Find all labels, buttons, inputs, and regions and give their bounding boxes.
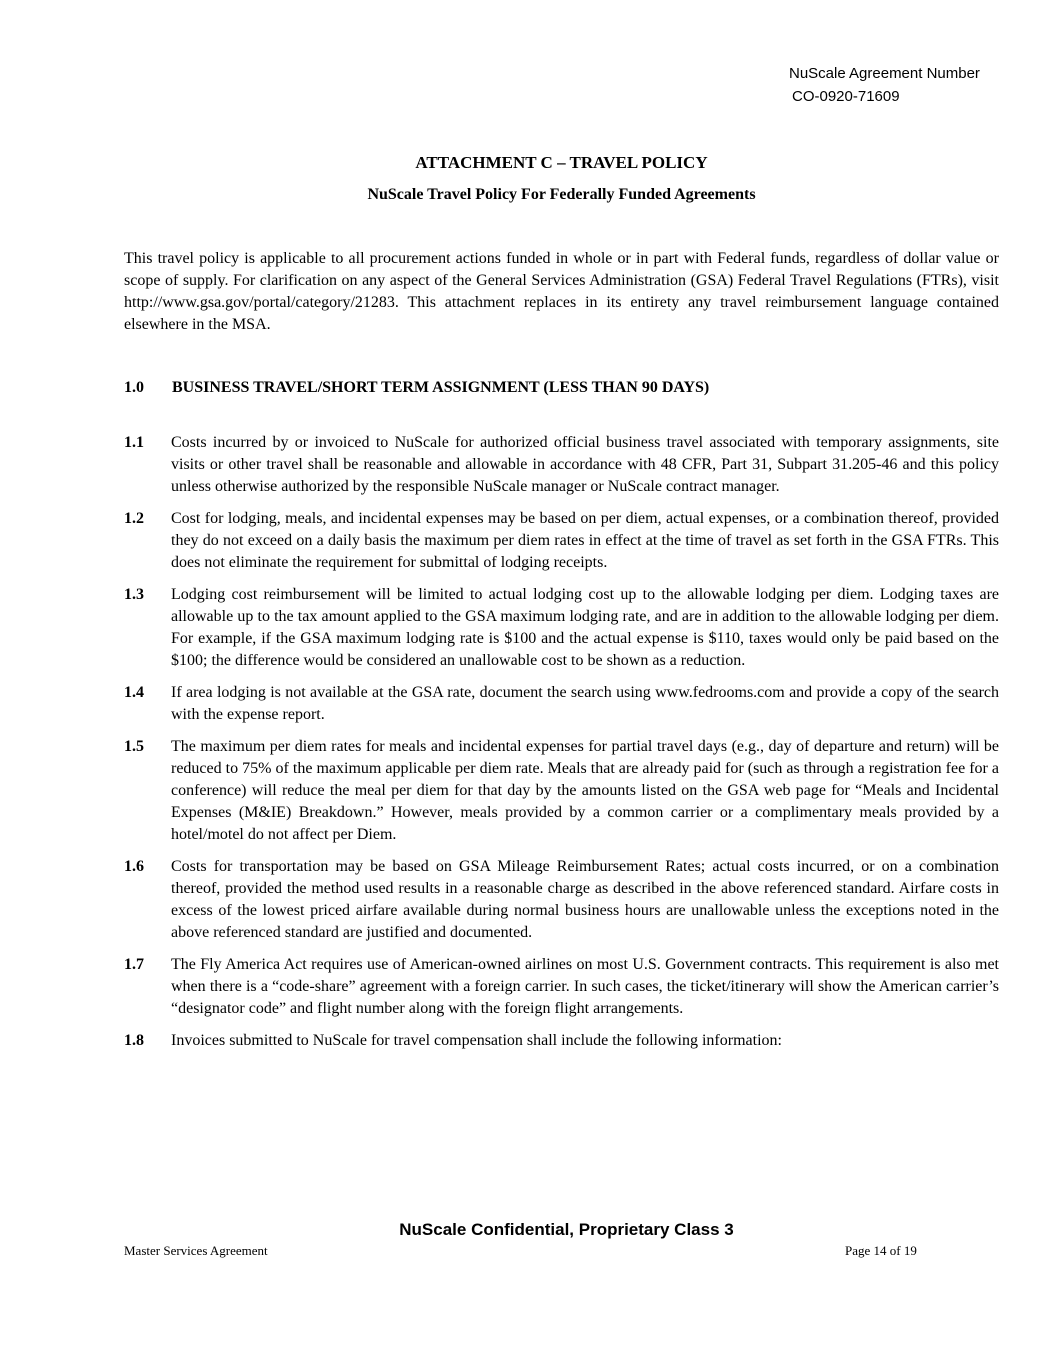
item-text: Invoices submitted to NuScale for travel compensation shall include the following information: <box>171 1032 782 1049</box>
item-text: The maximum per diem rates for meals and incidental expenses for partial travel days (e.g., day of departure and return) will be reduced to 75% of the maximum applicable per diem rate. Meals that are already paid for (such as through a registration fee for a conference) will reduce the meal per diem for that day by the amounts listed on the GSA web page for “Meals and Incidental Expenses (M&IE) Breakdown.” However, meals provided by a common carrier or a complimentary meals provided by a hotel/motel do not affect per Diem. <box>171 738 999 843</box>
policy-item <box>124 856 999 944</box>
policy-item <box>124 736 999 846</box>
intro-paragraph: This travel policy is applicable to all procurement actions funded in whole or in part with Federal funds, regardless of dollar value or scope of supply. For clarification on any aspect of the General Services Administration (GSA) Federal Travel Regulations (FTRs), visit http://www.gsa.gov/portal/category/21283. This attachment replaces in its entirety any travel reimbursement language contained elsewhere in the MSA. <box>124 250 999 333</box>
agreement-number-value: CO-0920-71609 <box>792 88 900 105</box>
item-number: 1.3 <box>124 586 144 603</box>
item-number: 1.2 <box>124 510 144 527</box>
item-number: 1.1 <box>124 434 144 451</box>
section-number: 1.0 <box>124 379 144 396</box>
agreement-number-label: NuScale Agreement Number <box>789 65 980 82</box>
policy-items <box>124 432 999 1062</box>
item-text: Costs for transportation may be based on GSA Mileage Reimbursement Rates; actual costs incurred, or on a combination thereof, provided the method used results in a reasonable charge as described in the above referenced standard. Airfare costs in excess of the lowest priced airfare available during normal business hours are unallowable unless the exceptions noted in the above referenced standard are justified and documented. <box>171 858 999 941</box>
footer-confidential: NuScale Confidential, Proprietary Class 3 <box>399 1220 734 1239</box>
footer-document-name: Master Services Agreement <box>124 1243 268 1258</box>
item-text: Cost for lodging, meals, and incidental expenses may be based on per diem, actual expenses, or a combination thereof, provided they do not exceed on a daily basis the maximum per diem rates in effect at the time of travel as set forth in the GSA FTRs. This does not eliminate the requirement for submittal of lodging receipts. <box>171 510 999 571</box>
policy-item <box>124 682 999 726</box>
item-text: If area lodging is not available at the GSA rate, document the search using www.fedrooms.com and provide a copy of the search with the expense report. <box>171 684 999 723</box>
item-text: Lodging cost reimbursement will be limited to actual lodging cost up to the allowable lodging per diem. Lodging taxes are allowable up to the tax amount applied to the GSA maximum lodging rate, and are in addition to the allowable lodging per diem. For example, if the GSA maximum lodging rate is $100 and the actual expense is $110, taxes would only be paid based on the $100; the difference would be considered an unallowable cost to be shown as a reduction. <box>171 586 999 669</box>
item-number: 1.8 <box>124 1032 144 1049</box>
item-number: 1.7 <box>124 956 144 973</box>
policy-item <box>124 1030 999 1052</box>
item-number: 1.5 <box>124 738 144 755</box>
policy-item <box>124 584 999 672</box>
policy-item <box>124 508 999 574</box>
item-text: The Fly America Act requires use of American-owned airlines on most U.S. Government contracts. This requirement is also met when there is a “code-share” agreement with a foreign carrier. In such cases, the ticket/itinerary will show the American carrier’s “designator code” and flight number along with the foreign flight arrangements. <box>171 956 999 1017</box>
section-heading <box>124 379 709 397</box>
section-title: BUSINESS TRAVEL/SHORT TERM ASSIGNMENT (LESS THAN 90 DAYS) <box>172 379 710 396</box>
item-text: Costs incurred by or invoiced to NuScale for authorized official business travel associated with temporary assignments, site visits or other travel shall be reasonable and allowable in accordance with 48 CFR, Part 31, Subpart 31.205-46 and this policy unless otherwise authorized by the responsible NuScale manager or NuScale contract manager. <box>171 434 999 495</box>
document-title: ATTACHMENT C – TRAVEL POLICY <box>415 153 708 172</box>
document-subtitle: NuScale Travel Policy For Federally Funded Agreements <box>367 186 756 203</box>
item-number: 1.6 <box>124 858 144 875</box>
policy-item <box>124 954 999 1020</box>
item-number: 1.4 <box>124 684 144 701</box>
agreement-number-block <box>789 62 980 108</box>
policy-item <box>124 432 999 498</box>
footer-page-number: Page 14 of 19 <box>845 1243 917 1258</box>
